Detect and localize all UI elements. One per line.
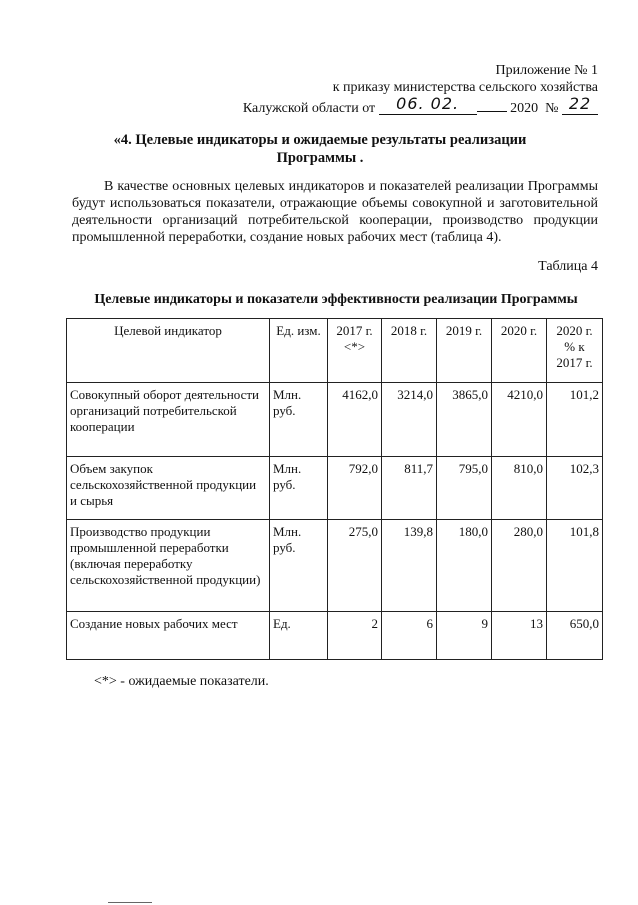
header-2018: 2018 г. — [382, 319, 437, 383]
cell-2017: 2 — [328, 612, 382, 660]
table-header-row — [67, 319, 603, 383]
cell-2019: 180,0 — [437, 520, 492, 612]
cell-2019: 9 — [437, 612, 492, 660]
cell-unit: Млн. руб. — [270, 457, 328, 520]
cell-2019: 795,0 — [437, 457, 492, 520]
indicators-table — [66, 318, 603, 660]
date-field — [379, 94, 477, 115]
cell-2018: 6 — [382, 612, 437, 660]
cell-indicator: Объем закупок сельскохозяйственной продукции и сырья — [67, 457, 270, 520]
table-title: Целевые индикаторы и показатели эффективности реализации Программы — [94, 292, 578, 307]
table-row — [67, 520, 603, 612]
section-title — [60, 131, 580, 167]
attachment-order-ref: к приказу министерства сельского хозяйства — [332, 80, 598, 95]
cell-2020: 13 — [492, 612, 547, 660]
cell-indicator: Совокупный оборот деятельности организаций потребительской кооперации — [67, 383, 270, 457]
header-2020: 2020 г. — [492, 319, 547, 383]
header-indicator: Целевой индикатор — [67, 319, 270, 383]
cell-unit: Млн. руб. — [270, 520, 328, 612]
footnote: <*> - ожидаемые показатели. — [94, 674, 269, 689]
cell-unit: Ед. — [270, 612, 328, 660]
cell-indicator: Производство продукции промышленной переработки (включая переработку сельскохозяйственной продукции) — [67, 520, 270, 612]
handwritten-date: 06. 02. — [396, 94, 460, 113]
cell-percent: 102,3 — [547, 457, 603, 520]
cell-2018: 3214,0 — [382, 383, 437, 457]
attachment-number: Приложение № 1 — [495, 63, 598, 78]
year-text: 2020 — [510, 101, 539, 116]
attachment-header — [243, 62, 598, 117]
table-label: Таблица 4 — [538, 259, 598, 274]
handwritten-number: 22 — [568, 94, 592, 113]
cell-2020: 4210,0 — [492, 383, 547, 457]
header-2019: 2019 г. — [437, 319, 492, 383]
cell-2020: 810,0 — [492, 457, 547, 520]
table-row — [67, 383, 603, 457]
header-2020-percent: 2020 г. % к 2017 г. — [547, 319, 603, 383]
cell-2017: 4162,0 — [328, 383, 382, 457]
header-2017: 2017 г. <*> — [328, 319, 382, 383]
cell-2019: 3865,0 — [437, 383, 492, 457]
number-sign: № — [545, 101, 559, 116]
table-row — [67, 457, 603, 520]
attachment-date-line — [243, 96, 598, 117]
cell-indicator: Создание новых рабочих мест — [67, 612, 270, 660]
table-row — [67, 612, 603, 660]
attachment-region: Калужской области от — [242, 101, 376, 116]
cell-2020: 280,0 — [492, 520, 547, 612]
cell-percent: 101,8 — [547, 520, 603, 612]
section-title-line2: Программы . — [276, 150, 364, 166]
cell-percent: 650,0 — [547, 612, 603, 660]
scan-artifact — [108, 902, 152, 903]
header-unit: Ед. изм. — [270, 319, 328, 383]
cell-2018: 139,8 — [382, 520, 437, 612]
number-field — [562, 94, 598, 115]
cell-unit: Млн. руб. — [270, 383, 328, 457]
cell-2017: 275,0 — [328, 520, 382, 612]
cell-percent: 101,2 — [547, 383, 603, 457]
cell-2017: 792,0 — [328, 457, 382, 520]
cell-2018: 811,7 — [382, 457, 437, 520]
section-title-line1: «4. Целевые индикаторы и ожидаемые результаты реализации — [113, 132, 527, 148]
intro-paragraph: В качестве основных целевых индикаторов и показателей реализации Программы будут использоваться показатели, отражающие объемы совокупной и заготовительной деятельности организаций потребительской кооперации, производство продукции промышленной переработки, создание новых рабочих мест (таблица 4). — [72, 179, 598, 245]
